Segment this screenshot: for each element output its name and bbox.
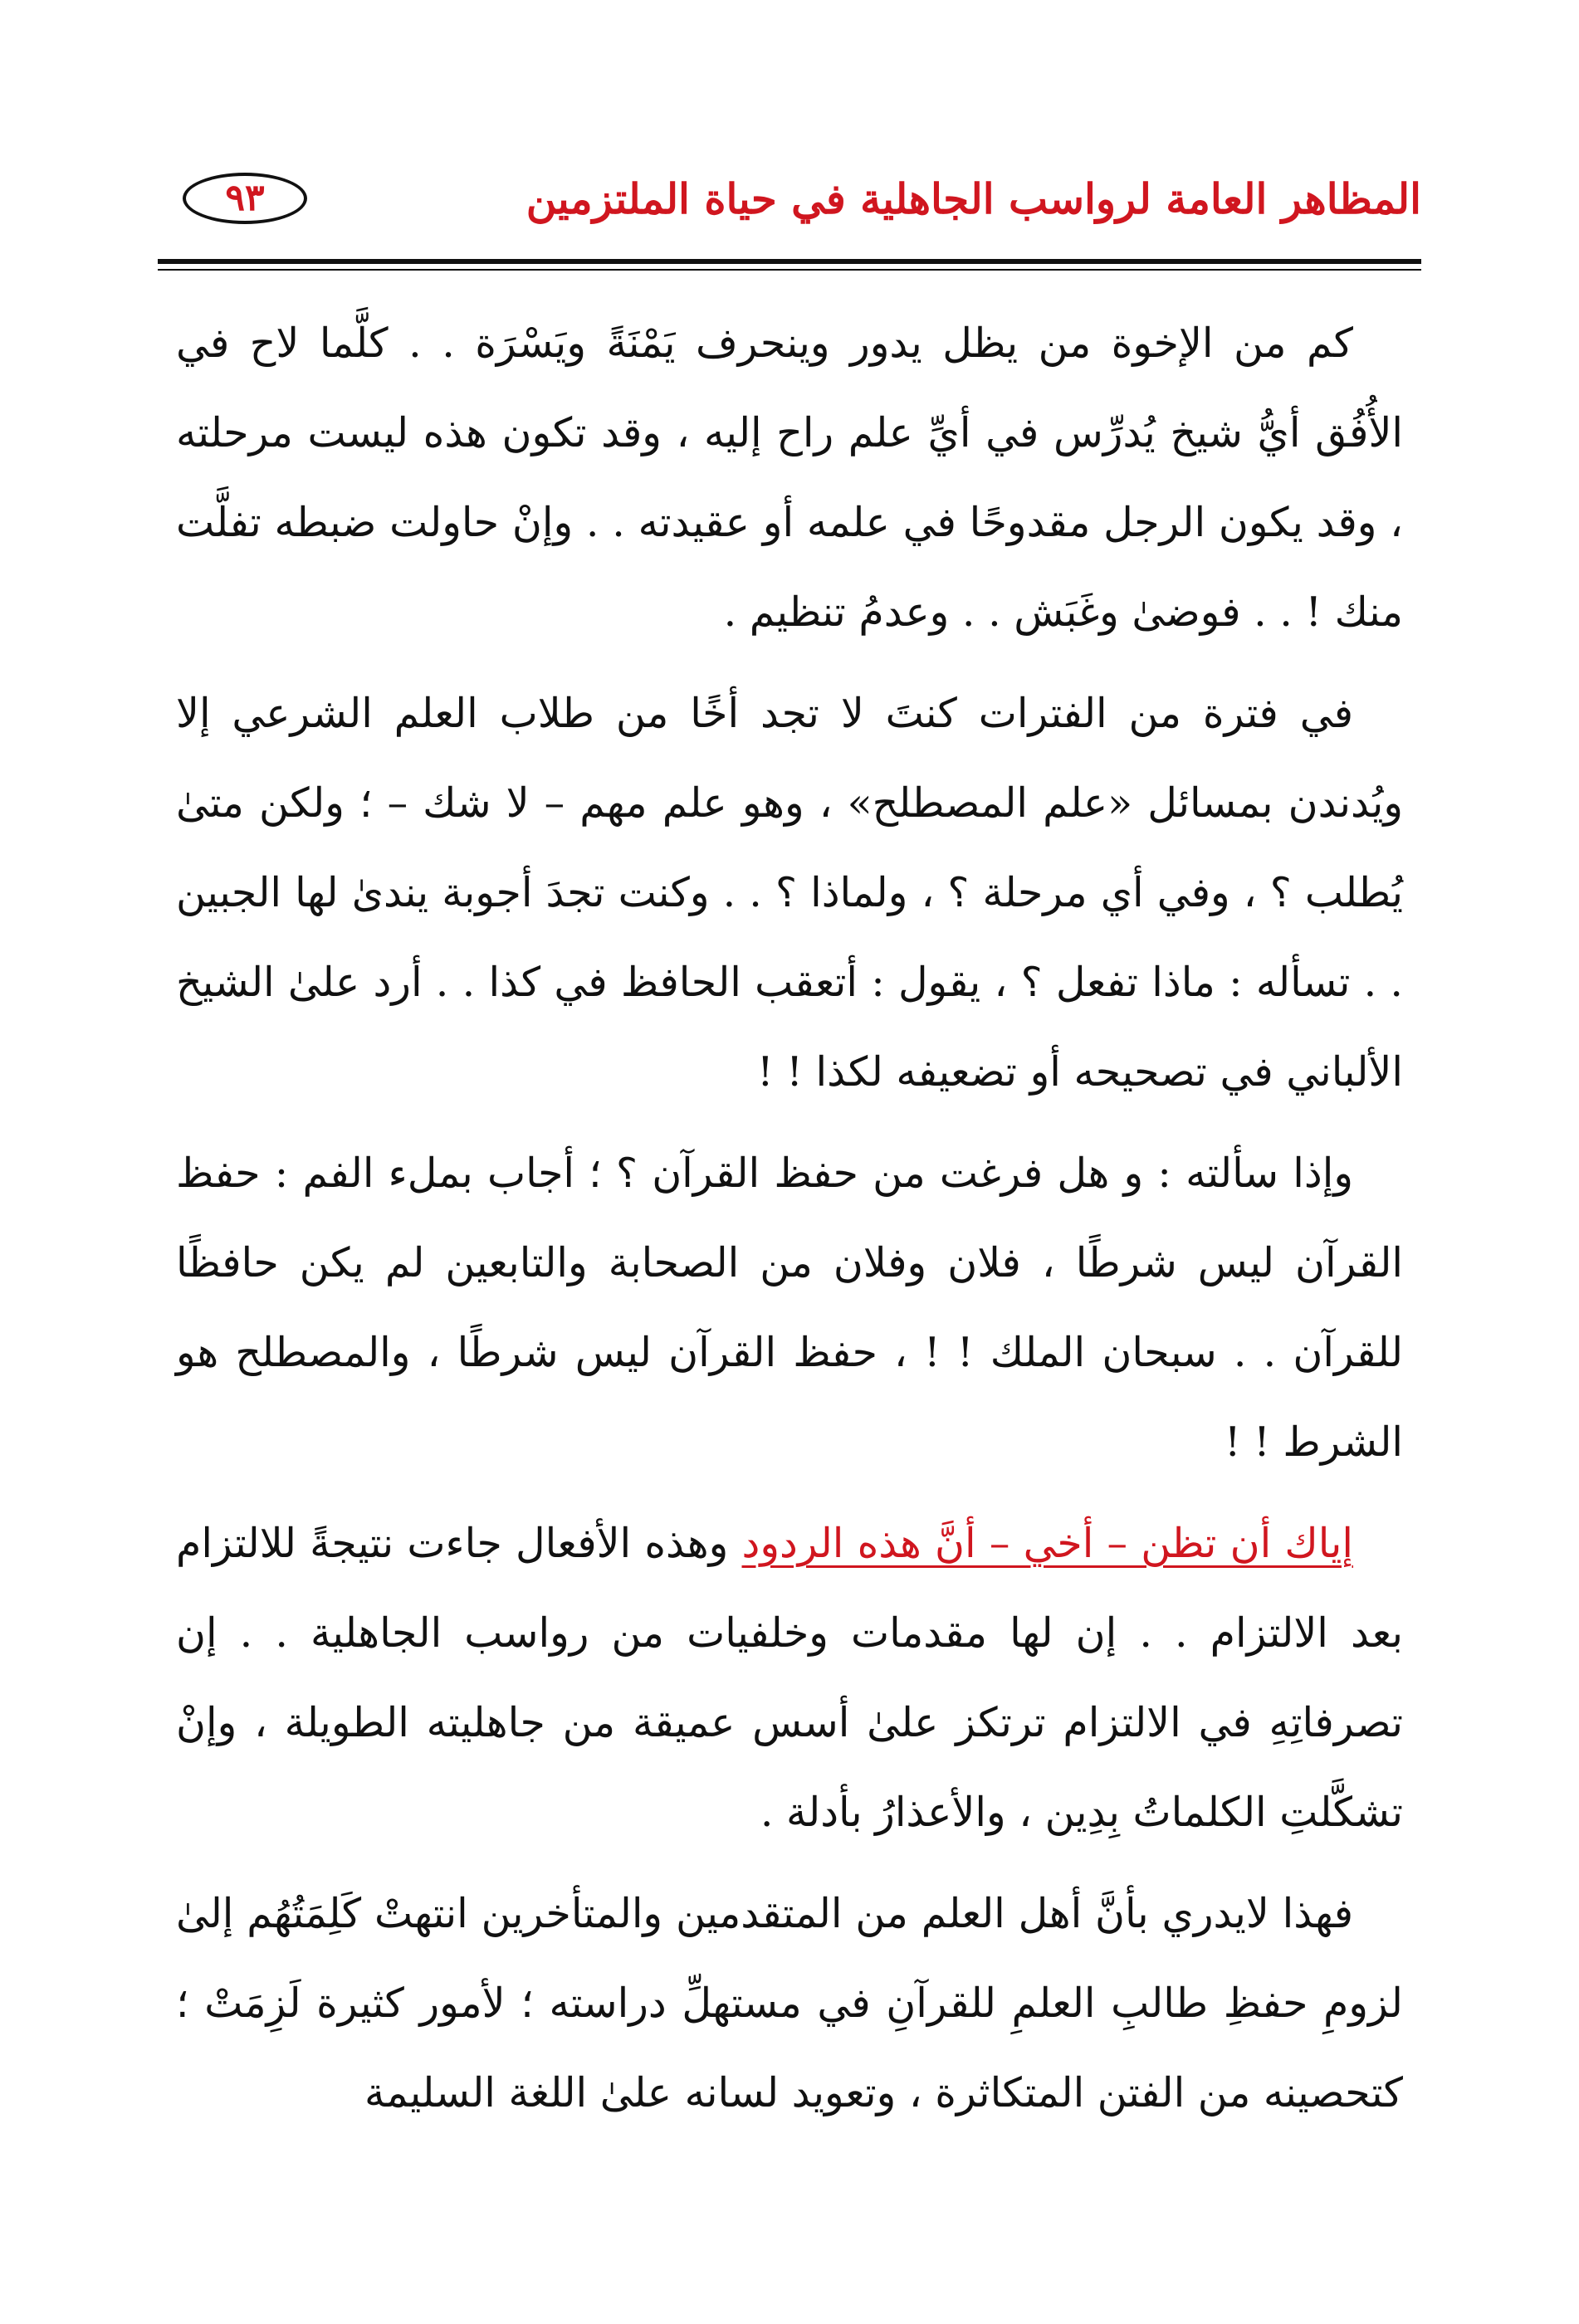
page-header bbox=[158, 158, 1421, 249]
page-number-oval bbox=[183, 173, 307, 224]
header-rule-thick bbox=[158, 259, 1421, 264]
body-text bbox=[176, 299, 1403, 2150]
paragraph-1-text: كم من الإخوة من يظل يدور وينحرف يَمْنَةً ويَسْرَة . . كلَّما لاح في الأُفُق أيُّ شيخ يُدرِّس في أيِّ علم راح إليه ، وقد تكون هذه ليست مرحلته ، وقد يكون الرجل مقدوحًا في علمه أو عقيدته . . وإنْ حاولت ضبطه تفلَّت منك ! . . فوضىٰ وغَبَش . . وعدمُ تنظيم . bbox=[176, 320, 1403, 636]
highlighted-phrase: إياك أن تظن – أخي – أنَّ هذه الردود bbox=[741, 1520, 1353, 1567]
paragraph-4 bbox=[176, 1499, 1403, 1858]
running-title: المظاهر العامة لرواسب الجاهلية في حياة الملتزمين bbox=[526, 174, 1421, 223]
paragraph-5 bbox=[176, 1869, 1403, 2138]
paragraph-3 bbox=[176, 1129, 1403, 1487]
paragraph-2-text: في فترة من الفترات كنتَ لا تجد أخًا من طلاب العلم الشرعي إلا ويُدندن بمسائل «علم المصطلح» ، وهو علم مهم – لا شك – ؛ ولكن متىٰ يُطلب ؟ ، وفي أي مرحلة ؟ ، ولماذا ؟ . . وكنت تجدَ أجوبة يندىٰ لها الجبين . . تسأله : ماذا تفعل ؟ ، يقول : أتعقب الحافظ في كذا . . أرد علىٰ الشيخ الألباني في تصحيحه أو تضعيفه لكذا ! ! bbox=[176, 690, 1403, 1096]
paragraph-3-text: وإذا سألته : و هل فرغت من حفظ القرآن ؟ ؛ أجاب بملء الفم : حفظ القرآن ليس شرطًا ، فلان وفلان من الصحابة والتابعين لم يكن حافظًا للقرآن . . سبحان الملك ! ! ، حفظ القرآن ليس شرطًا ، والمصطلح هو الشرط ! ! bbox=[176, 1150, 1403, 1466]
paragraph-5-text: فهذا لايدري بأنَّ أهل العلم من المتقدمين والمتأخرين انتهتْ كَلِمَتُهُم إلىٰ لزومِ حفظِ طالبِ العلمِ للقرآنِ في مستهلِّ دراسته ؛ لأمور كثيرة لَزِمَتْ ؛ كتحصينه من الفتن المتكاثرة ، وتعويد لسانه علىٰ اللغة السليمة bbox=[176, 1890, 1403, 2116]
paragraph-1 bbox=[176, 299, 1403, 657]
paragraph-4-text: وهذه الأفعال جاءت نتيجةً للالتزام بعد الالتزام . . إن لها مقدمات وخلفيات من رواسب الجاهلية . . إن تصرفاتِهِ في الالتزام ترتكز علىٰ أسس عميقة من جاهليته الطويلة ، وإنْ تشكَّلتِ الكلماتُ بِدِين ، والأعذارُ بأدلة . bbox=[176, 1520, 1403, 1836]
page-number: ٩٣ bbox=[225, 177, 265, 219]
paragraph-2 bbox=[176, 669, 1403, 1117]
header-rule-thin bbox=[158, 269, 1421, 271]
